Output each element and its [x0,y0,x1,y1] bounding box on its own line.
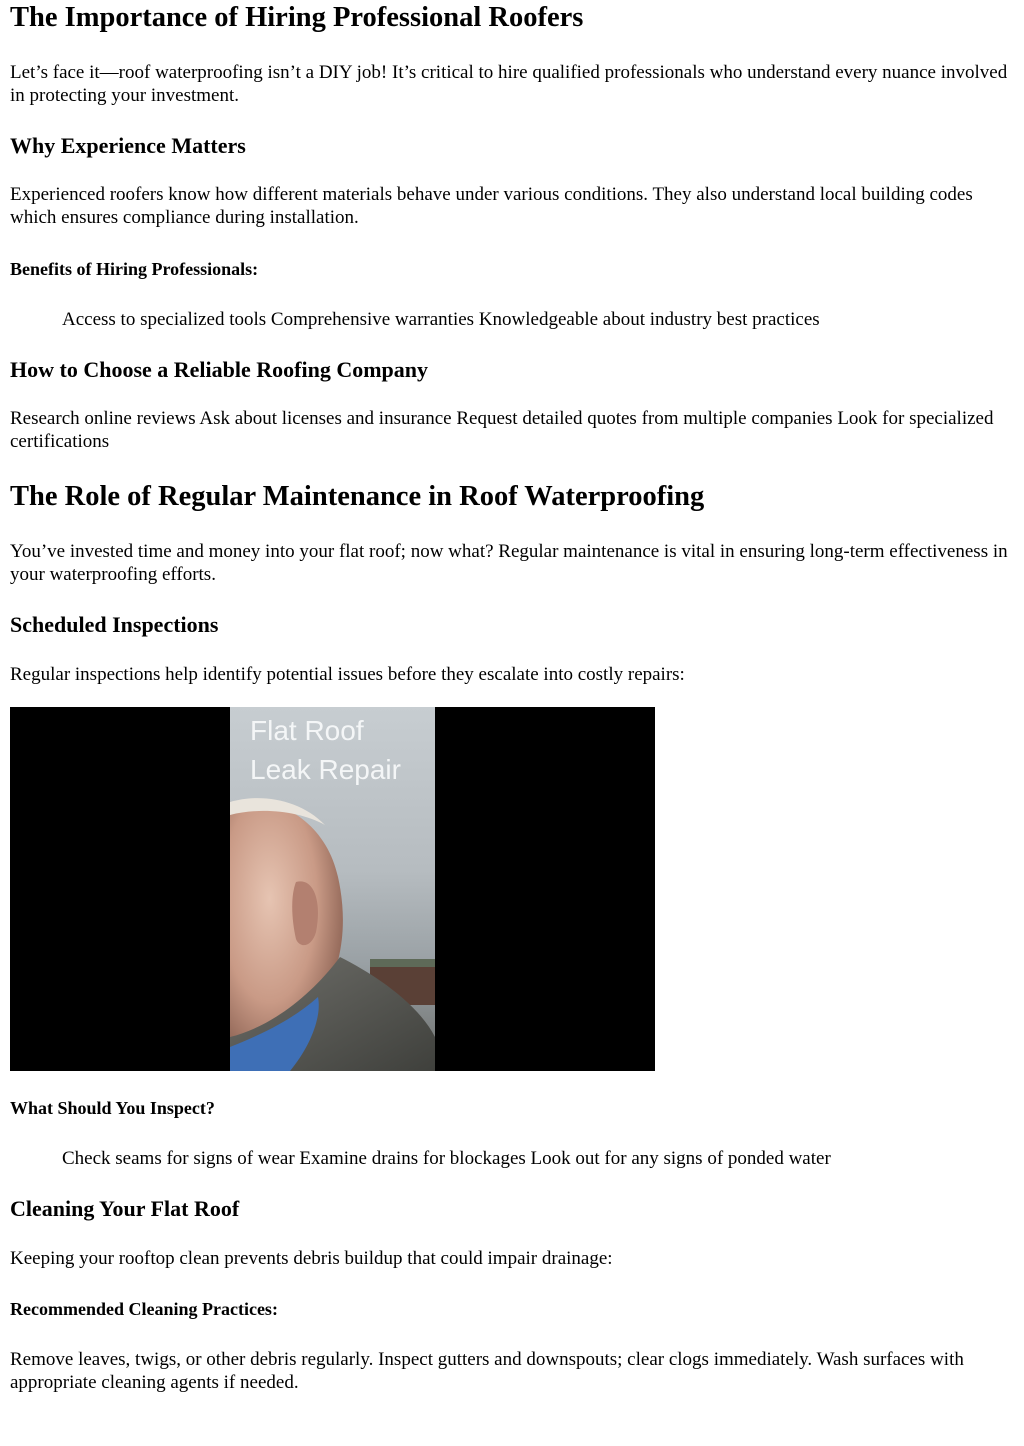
video-embed[interactable] [10,707,655,1071]
heading-cleaning: Cleaning Your Flat Roof [10,1196,240,1221]
cleaning-practices-list: Remove leaves, twigs, or other debris regularly. Inspect gutters and downspouts; clear clogs immediately. Wash surfaces with appropriate cleaning agents if needed. [10,1349,964,1393]
choose-list: Research online reviews Ask about licenses and insurance Request detailed quotes from multiple companies Look for specialized certifications [10,408,994,452]
section-title-maintenance: The Role of Regular Maintenance in Roof Waterproofing [10,481,705,512]
video-thumbnail[interactable] [230,707,435,1071]
heading-benefits: Benefits of Hiring Professionals: [10,259,259,279]
heading-what-inspect: What Should You Inspect? [10,1098,215,1118]
intro-paragraph: Let’s face it—roof waterproofing isn’t a DIY job! It’s critical to hire qualified professionals who understand every nuance involved in protecting your investment. [10,62,1008,106]
maintenance-intro: You’ve invested time and money into your flat roof; now what? Regular maintenance is vital in ensuring long-term effectiveness in your waterproofing efforts. [10,541,1008,585]
inspections-paragraph: Regular inspections help identify potential issues before they escalate into costly repairs: [10,664,685,685]
heading-scheduled-inspections: Scheduled Inspections [10,612,219,637]
section-title-hiring: The Importance of Hiring Professional Roofers [10,2,584,33]
inspect-list: Check seams for signs of wear Examine drains for blockages Look out for any signs of ponded water [62,1148,831,1169]
cleaning-paragraph: Keeping your rooftop clean prevents debris buildup that could impair drainage: [10,1248,613,1269]
heading-choose-company: How to Choose a Reliable Roofing Company [10,357,429,382]
heading-why-experience: Why Experience Matters [10,133,246,158]
heading-cleaning-practices: Recommended Cleaning Practices: [10,1299,278,1319]
benefits-list: Access to specialized tools Comprehensive warranties Knowledgeable about industry best practices [62,309,820,330]
experience-paragraph: Experienced roofers know how different materials behave under various conditions. They also understand local building codes which ensures compliance during installation. [10,184,973,228]
video-title-overlay: Flat Roof Leak Repair [250,715,401,785]
treeline-shape [370,959,435,967]
